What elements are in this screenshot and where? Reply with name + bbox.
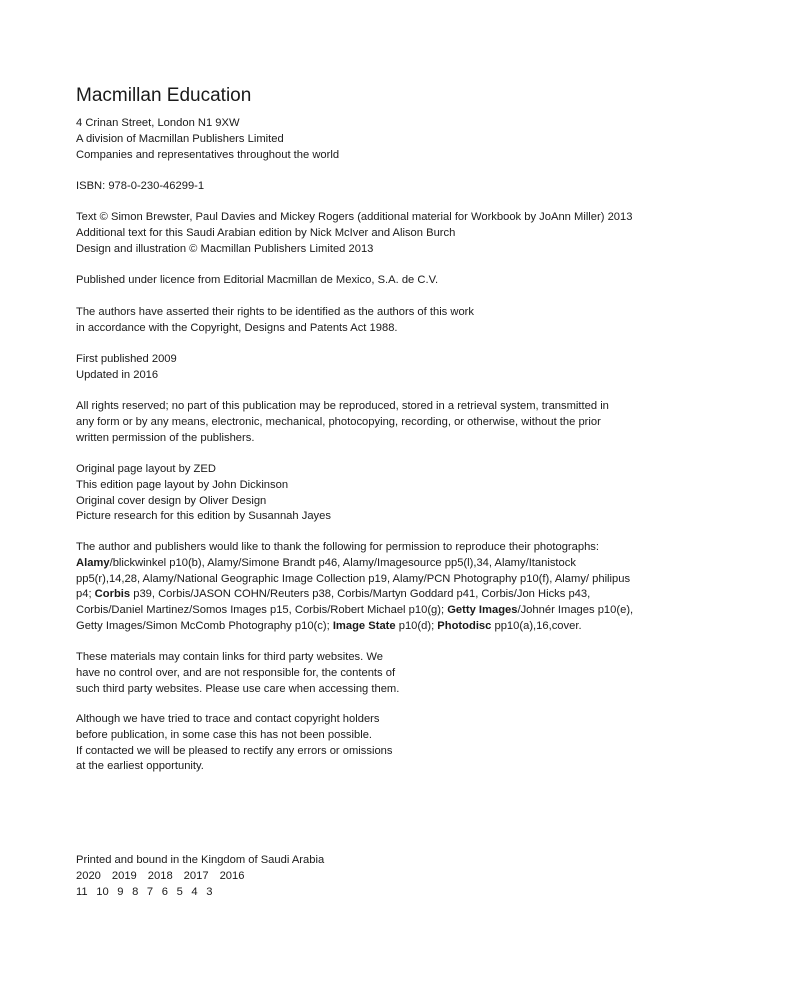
trace-notice-line: If contacted we will be pleased to rectify any errors or omissions bbox=[76, 744, 393, 757]
all-rights-line: written permission of the publishers. bbox=[76, 431, 255, 444]
links-notice-line: have no control over, and are not responsible for, the contents of bbox=[76, 666, 396, 679]
source-alamy: Alamy bbox=[76, 556, 110, 569]
corbis-credits: p39, Corbis/JASON COHN/Reuters p38, Corbis/Martyn Goddard p41, Corbis/Jon Hicks p43, Corbis/Daniel Martinez/Somos Images p15, Corbis/Robert Michael p10(g); bbox=[76, 588, 591, 617]
print-number: 4 bbox=[191, 885, 198, 898]
year: 2017 bbox=[183, 869, 209, 882]
print-numbers-line bbox=[76, 885, 726, 901]
source-getty: Getty Images bbox=[447, 604, 518, 617]
year: 2019 bbox=[111, 869, 137, 882]
year: 2018 bbox=[147, 869, 173, 882]
copyright-line: Additional text for this Saudi Arabian edition by Nick McIver and Alison Burch bbox=[76, 226, 456, 239]
history-line: Updated in 2016 bbox=[76, 368, 159, 381]
photodisc-credits: pp10(a),16,cover. bbox=[491, 619, 582, 632]
acknowledgements-block bbox=[76, 540, 636, 635]
address-line: A division of Macmillan Publishers Limited bbox=[76, 132, 284, 145]
trace-notice-line: Although we have tried to trace and contact copyright holders bbox=[76, 713, 380, 725]
history-line: First published 2009 bbox=[76, 353, 177, 365]
source-imagestate: Image State bbox=[332, 619, 396, 632]
credit-line: Picture research for this edition by Susannah Jayes bbox=[76, 510, 331, 523]
credit-line: This edition page layout by John Dickinson bbox=[76, 478, 289, 491]
links-notice-block bbox=[76, 650, 726, 697]
year: 2020 bbox=[76, 869, 101, 882]
rights-asserted-block bbox=[76, 305, 726, 337]
all-rights-block bbox=[76, 399, 726, 446]
copyright-line: Design and illustration © Macmillan Publishers Limited 2013 bbox=[76, 242, 374, 255]
copyright-line: Text © Simon Brewster, Paul Davies and Mickey Rogers (additional material for Workbook by JoAnn Miller) 2013 bbox=[76, 211, 633, 223]
print-number: 3 bbox=[206, 885, 213, 898]
printed-line: Printed and bound in the Kingdom of Saudi Arabia bbox=[76, 854, 325, 866]
all-rights-line: any form or by any means, electronic, mechanical, photocopying, recording, or otherwise, without the prior bbox=[76, 415, 601, 428]
history-block bbox=[76, 352, 726, 384]
credit-line: Original page layout by ZED bbox=[76, 463, 216, 475]
years-line bbox=[76, 869, 726, 885]
address-line: Companies and representatives throughout the world bbox=[76, 148, 340, 161]
rights-line: in accordance with the Copyright, Designs and Patents Act 1988. bbox=[76, 321, 398, 334]
isbn-block bbox=[76, 179, 726, 195]
address-line: 4 Crinan Street, London N1 9XW bbox=[76, 117, 240, 129]
year: 2016 bbox=[219, 869, 245, 882]
print-number: 11 bbox=[76, 885, 88, 898]
licence-block bbox=[76, 273, 726, 289]
imagestate-credits: p10(d); bbox=[395, 619, 438, 632]
isbn: ISBN: 978-0-230-46299-1 bbox=[76, 180, 205, 192]
print-number: 6 bbox=[161, 885, 168, 898]
source-corbis: Corbis bbox=[94, 588, 131, 601]
credit-line: Original cover design by Oliver Design bbox=[76, 494, 267, 507]
trace-notice-block bbox=[76, 712, 726, 775]
all-rights-line: All rights reserved; no part of this publication may be reproduced, stored in a retrieval system, transmitted in bbox=[76, 400, 609, 412]
links-notice-line: These materials may contain links for third party websites. We bbox=[76, 651, 383, 663]
links-notice-line: such third party websites. Please use care when accessing them. bbox=[76, 682, 400, 695]
address-block bbox=[76, 116, 726, 163]
getty-credits: /Johnér Images p10(e), Getty Images/Simon McComb Photography p10(c); bbox=[76, 604, 634, 632]
print-number: 7 bbox=[146, 885, 154, 898]
source-photodisc: Photodisc bbox=[437, 619, 492, 632]
acknowledgements-intro: The author and publishers would like to thank the following for permission to reproduce their photographs: bbox=[76, 541, 600, 553]
trace-notice-line: at the earliest opportunity. bbox=[76, 760, 204, 773]
licence-line: Published under licence from Editorial Macmillan de Mexico, S.A. de C.V. bbox=[76, 274, 439, 286]
trace-notice-line: before publication, in some case this has not been possible. bbox=[76, 728, 373, 741]
print-number: 5 bbox=[176, 885, 183, 898]
alamy-credits: /blickwinkel p10(b), Alamy/Simone Brandt p46, Alamy/Imagesource pp5(l),34, Alamy/Itanistock pp5(r),14,28, Alamy/National Geographic Image Collection p19, Alamy/PCN Photography p10(f), Alamy/ philipus p4; bbox=[76, 556, 631, 601]
printing-block bbox=[76, 853, 726, 900]
print-number: 9 bbox=[117, 885, 124, 898]
acknowledgements-text bbox=[76, 556, 636, 635]
copyright-block bbox=[76, 210, 726, 257]
rights-line: The authors have asserted their rights to be identified as the authors of this work bbox=[76, 306, 474, 318]
publisher-title: Macmillan Education bbox=[76, 85, 252, 106]
print-number: 10 bbox=[96, 885, 109, 898]
print-number: 8 bbox=[132, 885, 139, 898]
credits-block bbox=[76, 462, 726, 525]
